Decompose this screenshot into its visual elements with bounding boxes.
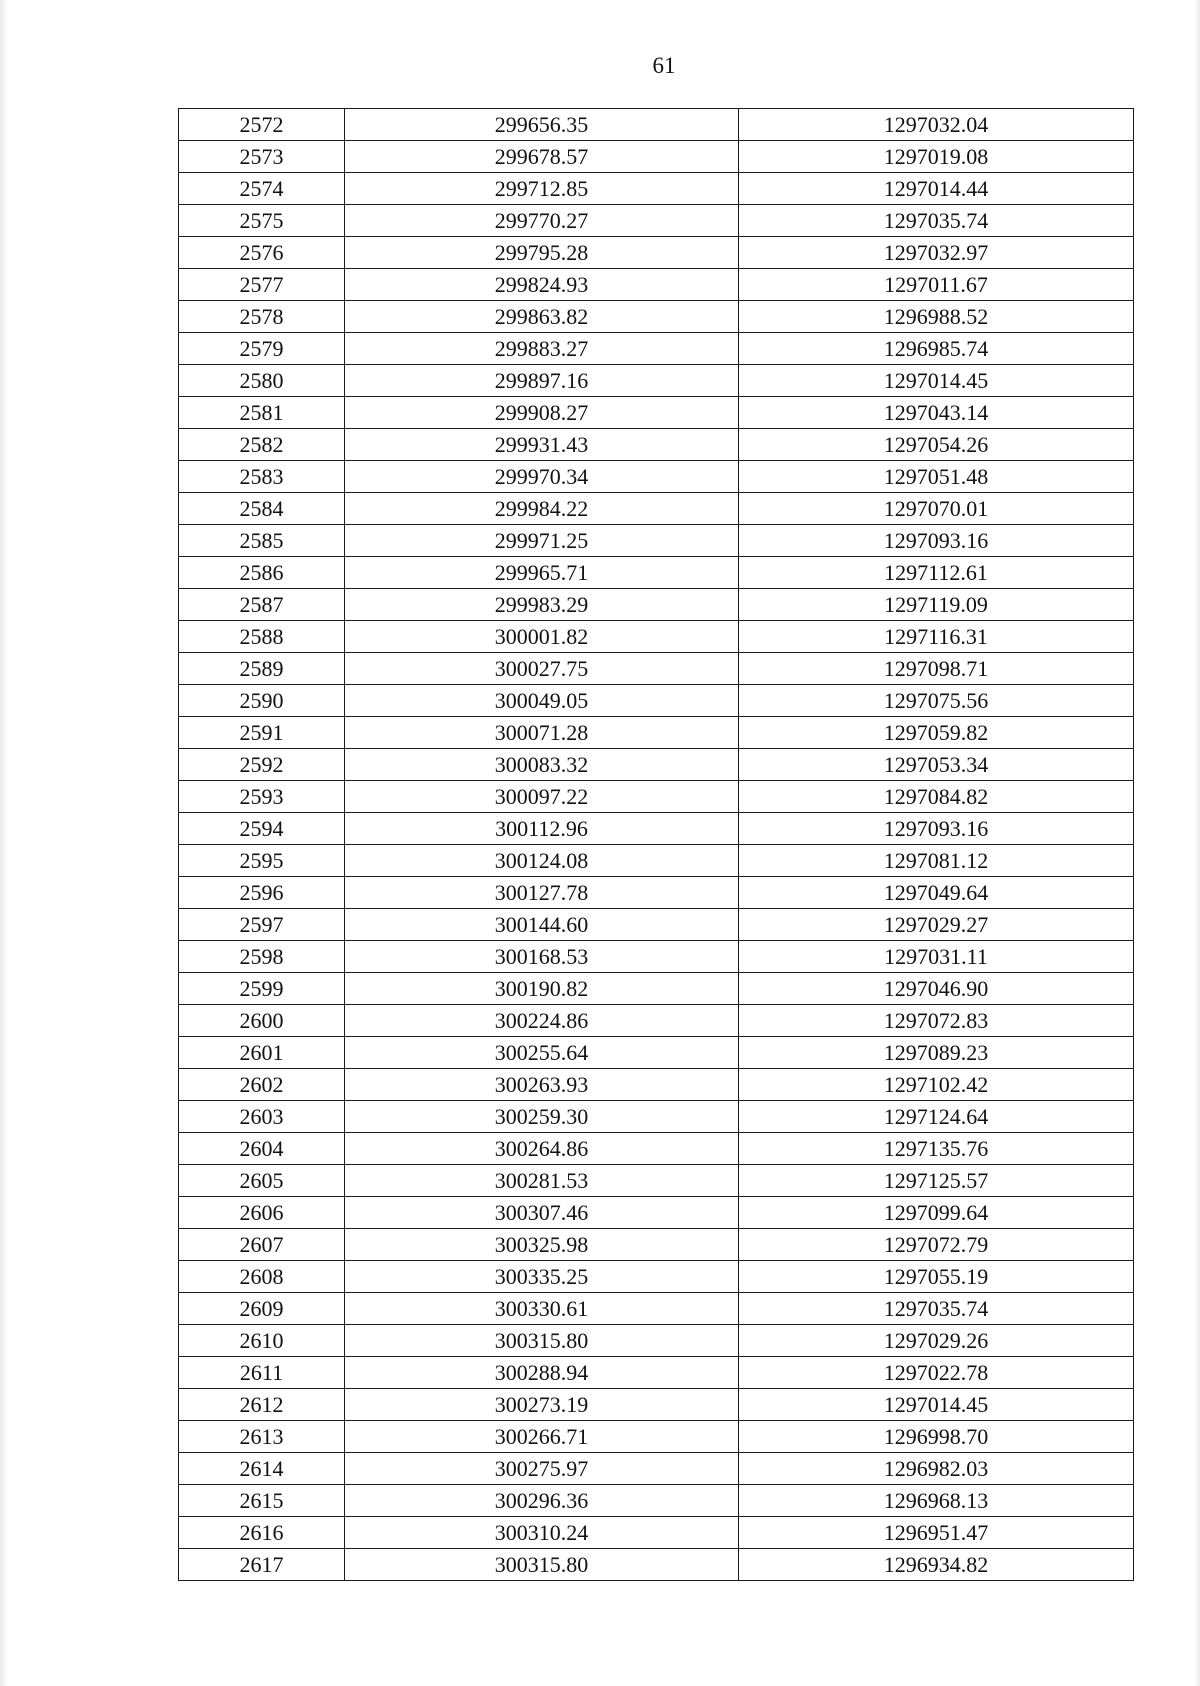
point-number-cell: 2592 xyxy=(179,749,345,781)
table-row xyxy=(179,1325,1134,1357)
y-coordinate-cell: 1296934.82 xyxy=(739,1549,1134,1581)
point-number-cell: 2616 xyxy=(179,1517,345,1549)
x-coordinate-cell: 299712.85 xyxy=(345,173,739,205)
point-number-cell: 2609 xyxy=(179,1293,345,1325)
table-row xyxy=(179,1389,1134,1421)
x-coordinate-cell: 300127.78 xyxy=(345,877,739,909)
point-number-cell: 2604 xyxy=(179,1133,345,1165)
point-number-cell: 2578 xyxy=(179,301,345,333)
x-coordinate-cell: 300224.86 xyxy=(345,1005,739,1037)
y-coordinate-cell: 1296998.70 xyxy=(739,1421,1134,1453)
x-coordinate-cell: 299971.25 xyxy=(345,525,739,557)
x-coordinate-cell: 299897.16 xyxy=(345,365,739,397)
point-number-cell: 2595 xyxy=(179,845,345,877)
y-coordinate-cell: 1297055.19 xyxy=(739,1261,1134,1293)
point-number-cell: 2586 xyxy=(179,557,345,589)
table-row xyxy=(179,429,1134,461)
y-coordinate-cell: 1297032.04 xyxy=(739,109,1134,141)
x-coordinate-cell: 300255.64 xyxy=(345,1037,739,1069)
table-row xyxy=(179,237,1134,269)
y-coordinate-cell: 1297070.01 xyxy=(739,493,1134,525)
point-number-cell: 2591 xyxy=(179,717,345,749)
y-coordinate-cell: 1297093.16 xyxy=(739,813,1134,845)
coordinates-table-body xyxy=(179,109,1134,1581)
x-coordinate-cell: 299863.82 xyxy=(345,301,739,333)
y-coordinate-cell: 1297031.11 xyxy=(739,941,1134,973)
point-number-cell: 2590 xyxy=(179,685,345,717)
y-coordinate-cell: 1297035.74 xyxy=(739,1293,1134,1325)
table-row xyxy=(179,1197,1134,1229)
y-coordinate-cell: 1297125.57 xyxy=(739,1165,1134,1197)
table-row xyxy=(179,1133,1134,1165)
y-coordinate-cell: 1297029.27 xyxy=(739,909,1134,941)
y-coordinate-cell: 1297011.67 xyxy=(739,269,1134,301)
y-coordinate-cell: 1297014.45 xyxy=(739,1389,1134,1421)
point-number-cell: 2603 xyxy=(179,1101,345,1133)
y-coordinate-cell: 1297116.31 xyxy=(739,621,1134,653)
table-row xyxy=(179,1485,1134,1517)
y-coordinate-cell: 1297029.26 xyxy=(739,1325,1134,1357)
point-number-cell: 2588 xyxy=(179,621,345,653)
y-coordinate-cell: 1297054.26 xyxy=(739,429,1134,461)
x-coordinate-cell: 300027.75 xyxy=(345,653,739,685)
x-coordinate-cell: 300315.80 xyxy=(345,1325,739,1357)
y-coordinate-cell: 1297043.14 xyxy=(739,397,1134,429)
table-row xyxy=(179,141,1134,173)
table-row xyxy=(179,1293,1134,1325)
y-coordinate-cell: 1297084.82 xyxy=(739,781,1134,813)
y-coordinate-cell: 1297051.48 xyxy=(739,461,1134,493)
x-coordinate-cell: 300083.32 xyxy=(345,749,739,781)
point-number-cell: 2607 xyxy=(179,1229,345,1261)
x-coordinate-cell: 299965.71 xyxy=(345,557,739,589)
y-coordinate-cell: 1296951.47 xyxy=(739,1517,1134,1549)
point-number-cell: 2601 xyxy=(179,1037,345,1069)
point-number-cell: 2584 xyxy=(179,493,345,525)
table-row xyxy=(179,1453,1134,1485)
point-number-cell: 2573 xyxy=(179,141,345,173)
point-number-cell: 2606 xyxy=(179,1197,345,1229)
x-coordinate-cell: 300315.80 xyxy=(345,1549,739,1581)
table-row xyxy=(179,525,1134,557)
y-coordinate-cell: 1296968.13 xyxy=(739,1485,1134,1517)
x-coordinate-cell: 300112.96 xyxy=(345,813,739,845)
point-number-cell: 2574 xyxy=(179,173,345,205)
y-coordinate-cell: 1297072.79 xyxy=(739,1229,1134,1261)
y-coordinate-cell: 1297014.44 xyxy=(739,173,1134,205)
x-coordinate-cell: 300190.82 xyxy=(345,973,739,1005)
y-coordinate-cell: 1296988.52 xyxy=(739,301,1134,333)
y-coordinate-cell: 1297014.45 xyxy=(739,365,1134,397)
point-number-cell: 2613 xyxy=(179,1421,345,1453)
point-number-cell: 2597 xyxy=(179,909,345,941)
point-number-cell: 2611 xyxy=(179,1357,345,1389)
table-row xyxy=(179,397,1134,429)
table-row xyxy=(179,973,1134,1005)
page-number: 61 xyxy=(652,53,676,78)
table-row xyxy=(179,621,1134,653)
point-number-cell: 2580 xyxy=(179,365,345,397)
y-coordinate-cell: 1297099.64 xyxy=(739,1197,1134,1229)
table-row xyxy=(179,941,1134,973)
x-coordinate-cell: 300296.36 xyxy=(345,1485,739,1517)
table-row xyxy=(179,685,1134,717)
point-number-cell: 2598 xyxy=(179,941,345,973)
y-coordinate-cell: 1297093.16 xyxy=(739,525,1134,557)
point-number-cell: 2610 xyxy=(179,1325,345,1357)
table-row xyxy=(179,365,1134,397)
y-coordinate-cell: 1297124.64 xyxy=(739,1101,1134,1133)
point-number-cell: 2587 xyxy=(179,589,345,621)
table-row xyxy=(179,1261,1134,1293)
point-number-cell: 2600 xyxy=(179,1005,345,1037)
x-coordinate-cell: 300001.82 xyxy=(345,621,739,653)
y-coordinate-cell: 1296982.03 xyxy=(739,1453,1134,1485)
point-number-cell: 2593 xyxy=(179,781,345,813)
x-coordinate-cell: 300266.71 xyxy=(345,1421,739,1453)
y-coordinate-cell: 1297059.82 xyxy=(739,717,1134,749)
point-number-cell: 2577 xyxy=(179,269,345,301)
x-coordinate-cell: 300310.24 xyxy=(345,1517,739,1549)
x-coordinate-cell: 299795.28 xyxy=(345,237,739,269)
x-coordinate-cell: 299678.57 xyxy=(345,141,739,173)
y-coordinate-cell: 1297046.90 xyxy=(739,973,1134,1005)
point-number-cell: 2575 xyxy=(179,205,345,237)
point-number-cell: 2596 xyxy=(179,877,345,909)
x-coordinate-cell: 300273.19 xyxy=(345,1389,739,1421)
y-coordinate-cell: 1297075.56 xyxy=(739,685,1134,717)
x-coordinate-cell: 300335.25 xyxy=(345,1261,739,1293)
table-row xyxy=(179,653,1134,685)
table-row xyxy=(179,1229,1134,1261)
x-coordinate-cell: 299883.27 xyxy=(345,333,739,365)
point-number-cell: 2615 xyxy=(179,1485,345,1517)
table-row xyxy=(179,781,1134,813)
point-number-cell: 2608 xyxy=(179,1261,345,1293)
point-number-cell: 2599 xyxy=(179,973,345,1005)
scan-edge-left xyxy=(0,0,8,1686)
table-row xyxy=(179,1101,1134,1133)
point-number-cell: 2581 xyxy=(179,397,345,429)
table-row xyxy=(179,1069,1134,1101)
x-coordinate-cell: 300281.53 xyxy=(345,1165,739,1197)
table-row xyxy=(179,749,1134,781)
x-coordinate-cell: 300144.60 xyxy=(345,909,739,941)
coordinates-table xyxy=(178,108,1134,1581)
x-coordinate-cell: 300330.61 xyxy=(345,1293,739,1325)
x-coordinate-cell: 299984.22 xyxy=(345,493,739,525)
table-row xyxy=(179,269,1134,301)
x-coordinate-cell: 300263.93 xyxy=(345,1069,739,1101)
point-number-cell: 2605 xyxy=(179,1165,345,1197)
x-coordinate-cell: 300288.94 xyxy=(345,1357,739,1389)
point-number-cell: 2594 xyxy=(179,813,345,845)
table-row xyxy=(179,1421,1134,1453)
x-coordinate-cell: 299770.27 xyxy=(345,205,739,237)
table-row xyxy=(179,877,1134,909)
point-number-cell: 2614 xyxy=(179,1453,345,1485)
point-number-cell: 2585 xyxy=(179,525,345,557)
x-coordinate-cell: 300168.53 xyxy=(345,941,739,973)
x-coordinate-cell: 300124.08 xyxy=(345,845,739,877)
x-coordinate-cell: 299656.35 xyxy=(345,109,739,141)
point-number-cell: 2576 xyxy=(179,237,345,269)
x-coordinate-cell: 300097.22 xyxy=(345,781,739,813)
point-number-cell: 2589 xyxy=(179,653,345,685)
table-row xyxy=(179,1357,1134,1389)
x-coordinate-cell: 300325.98 xyxy=(345,1229,739,1261)
point-number-cell: 2617 xyxy=(179,1549,345,1581)
y-coordinate-cell: 1297119.09 xyxy=(739,589,1134,621)
x-coordinate-cell: 300264.86 xyxy=(345,1133,739,1165)
x-coordinate-cell: 299970.34 xyxy=(345,461,739,493)
table-row xyxy=(179,589,1134,621)
table-row xyxy=(179,205,1134,237)
table-row xyxy=(179,1517,1134,1549)
y-coordinate-cell: 1297135.76 xyxy=(739,1133,1134,1165)
y-coordinate-cell: 1297049.64 xyxy=(739,877,1134,909)
table-row xyxy=(179,909,1134,941)
x-coordinate-cell: 299983.29 xyxy=(345,589,739,621)
table-row xyxy=(179,109,1134,141)
x-coordinate-cell: 299931.43 xyxy=(345,429,739,461)
point-number-cell: 2602 xyxy=(179,1069,345,1101)
y-coordinate-cell: 1297102.42 xyxy=(739,1069,1134,1101)
table-row xyxy=(179,1005,1134,1037)
point-number-cell: 2583 xyxy=(179,461,345,493)
point-number-cell: 2572 xyxy=(179,109,345,141)
table-row xyxy=(179,461,1134,493)
y-coordinate-cell: 1297089.23 xyxy=(739,1037,1134,1069)
table-row xyxy=(179,845,1134,877)
x-coordinate-cell: 300307.46 xyxy=(345,1197,739,1229)
point-number-cell: 2612 xyxy=(179,1389,345,1421)
y-coordinate-cell: 1297032.97 xyxy=(739,237,1134,269)
y-coordinate-cell: 1296985.74 xyxy=(739,333,1134,365)
table-row xyxy=(179,301,1134,333)
table-row xyxy=(179,1549,1134,1581)
table-row xyxy=(179,717,1134,749)
y-coordinate-cell: 1297035.74 xyxy=(739,205,1134,237)
table-row xyxy=(179,1037,1134,1069)
x-coordinate-cell: 299824.93 xyxy=(345,269,739,301)
y-coordinate-cell: 1297098.71 xyxy=(739,653,1134,685)
x-coordinate-cell: 300275.97 xyxy=(345,1453,739,1485)
scan-edge-right xyxy=(1194,0,1200,1686)
x-coordinate-cell: 300071.28 xyxy=(345,717,739,749)
table-row xyxy=(179,333,1134,365)
x-coordinate-cell: 299908.27 xyxy=(345,397,739,429)
y-coordinate-cell: 1297022.78 xyxy=(739,1357,1134,1389)
table-row xyxy=(179,813,1134,845)
y-coordinate-cell: 1297072.83 xyxy=(739,1005,1134,1037)
y-coordinate-cell: 1297112.61 xyxy=(739,557,1134,589)
table-row xyxy=(179,493,1134,525)
table-row xyxy=(179,1165,1134,1197)
x-coordinate-cell: 300049.05 xyxy=(345,685,739,717)
table-row xyxy=(179,557,1134,589)
point-number-cell: 2579 xyxy=(179,333,345,365)
y-coordinate-cell: 1297081.12 xyxy=(739,845,1134,877)
x-coordinate-cell: 300259.30 xyxy=(345,1101,739,1133)
point-number-cell: 2582 xyxy=(179,429,345,461)
y-coordinate-cell: 1297019.08 xyxy=(739,141,1134,173)
y-coordinate-cell: 1297053.34 xyxy=(739,749,1134,781)
table-row xyxy=(179,173,1134,205)
